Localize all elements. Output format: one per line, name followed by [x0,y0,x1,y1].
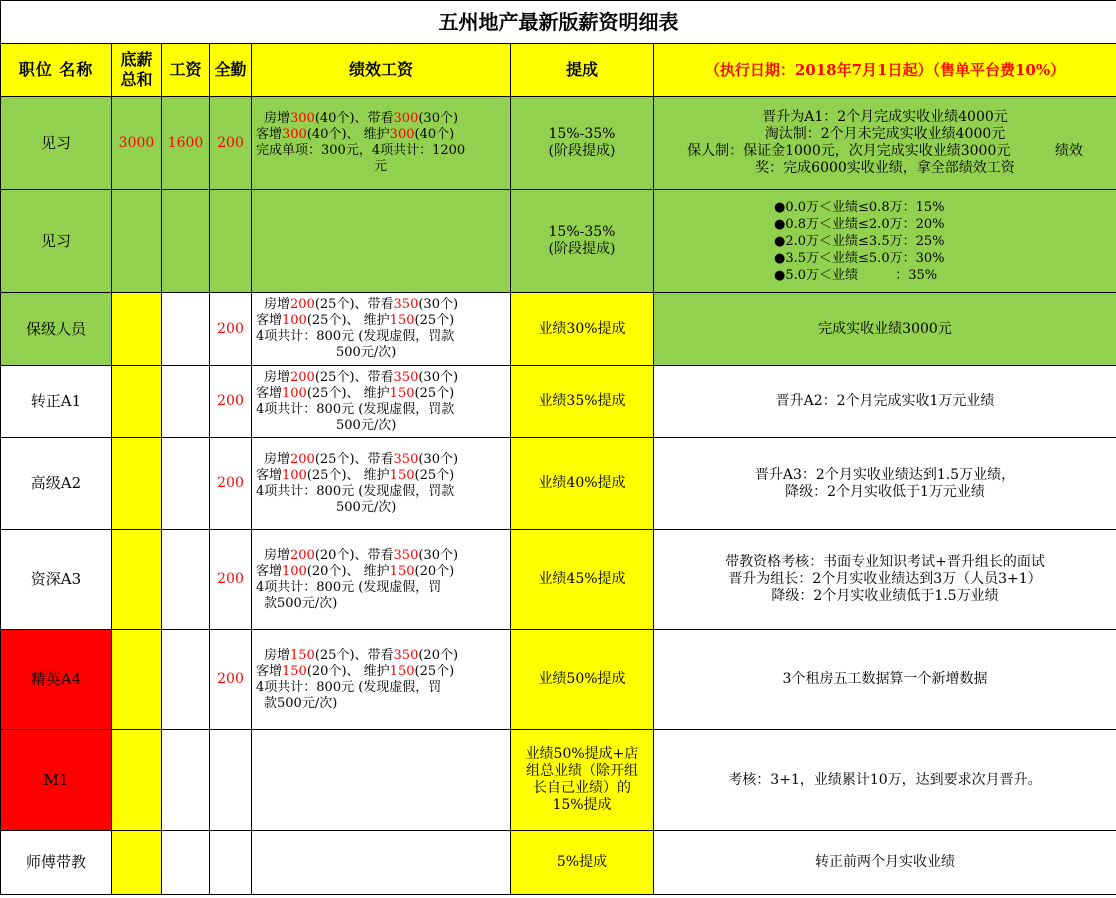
performance-cell: 房增200(25个)、带看350(30个) 客增100(25个)、 维护150(25个) 4项共计：800元 (发现虚假，罚款 500元/次) [252,438,511,530]
attendance-cell [210,730,252,831]
wage-cell [162,366,210,438]
wage-cell [162,630,210,730]
wage-cell [162,190,210,293]
commission-cell: 业绩45%提成 [511,530,654,630]
commission-cell: 15%-35% (阶段提成) [511,190,654,293]
attendance-cell: 200 [210,97,252,190]
attendance-cell: 200 [210,630,252,730]
performance-cell: 房增200(20个)、带看350(30个) 客增100(20个)、 维护150(20个) 4项共计：800元 (发现虚假，罚 款500元/次) [252,530,511,630]
commission-tier-list [654,190,1116,293]
position-cell: 师傅带教 [1,831,112,895]
table-row [1,190,1116,293]
performance-cell: 房增300(40个)、带看300(30个) 客增300(40个)、 维护300(40个) 完成单项：300元，4项共计：1200 元 [252,97,511,190]
header-performance-pay: 绩效工资 [252,44,511,97]
performance-cell: 房增200(25个)、带看350(30个) 客增100(25个)、 维护150(25个) 4项共计：800元 (发现虚假，罚款 500元/次) [252,293,511,366]
performance-cell [252,190,511,293]
table-row [1,438,1116,530]
commission-cell: 5%提成 [511,831,654,895]
performance-cell: 房增200(25个)、带看350(30个) 客增100(25个)、 维护150(25个) 4项共计：800元 (发现虚假，罚款 500元/次) [252,366,511,438]
base-total-cell [112,630,162,730]
position-cell: 见习 [1,190,112,293]
base-total-cell [112,366,162,438]
position-cell: 精英A4 [1,630,112,730]
performance-cell [252,730,511,831]
position-cell: 高级A2 [1,438,112,530]
table-row [1,630,1116,730]
performance-cell [252,831,511,895]
list-item: ●0.0万＜业绩≤0.8万：15% [774,199,945,215]
list-item: ●0.8万＜业绩≤2.0万：20% [774,216,945,232]
position-cell: 资深A3 [1,530,112,630]
wage-cell [162,293,210,366]
attendance-cell: 200 [210,293,252,366]
table-row [1,831,1116,895]
base-total-cell [112,530,162,630]
commission-cell: 业绩50%提成+店 组总业绩（除开组 长自己业绩）的 15%提成 [511,730,654,831]
list-item: ●2.0万＜业绩≤3.5万：25% [774,233,945,249]
table-row [1,530,1116,630]
position-cell: M1 [1,730,112,831]
header-attendance: 全勤 [210,44,252,97]
note-cell: 考核：3+1，业绩累计10万，达到要求次月晋升。 [654,730,1116,831]
list-item: ●5.0万＜业绩 ：35% [774,267,938,283]
table-row [1,97,1116,190]
wage-cell [162,831,210,895]
wage-cell [162,730,210,831]
header-wage: 工资 [162,44,210,97]
position-cell: 见习 [1,97,112,190]
note-cell: 晋升为A1：2个月完成实收业绩4000元 淘汰制：2个月未完成实收业绩4000元 保人制：保证金1000元，次月完成实收业绩3000元 绩效 奖：完成6000实收业绩，拿全部绩效工资 [654,97,1116,190]
attendance-cell: 200 [210,366,252,438]
wage-cell [162,530,210,630]
note-cell: 带教资格考核：书面专业知识考试+晋升组长的面试 晋升为组长：2个月实收业绩达到3万（人员3+1） 降级：2个月实收业绩低于1.5万业绩 [654,530,1116,630]
base-total-cell [112,730,162,831]
table-title: 五州地产最新版薪资明细表 [1,1,1116,44]
base-total-cell: 3000 [112,97,162,190]
header-position: 职位 名称 [1,44,112,97]
table-row [1,293,1116,366]
commission-cell: 业绩30%提成 [511,293,654,366]
commission-cell: 业绩40%提成 [511,438,654,530]
wage-cell: 1600 [162,97,210,190]
base-total-cell [112,190,162,293]
header-base-total: 底薪总和 [112,44,162,97]
wage-cell [162,438,210,530]
commission-cell: 15%-35% (阶段提成) [511,97,654,190]
commission-cell: 业绩35%提成 [511,366,654,438]
table-row [1,730,1116,831]
attendance-cell: 200 [210,438,252,530]
base-total-cell [112,438,162,530]
header-effective-note: （执行日期：2018年7月1日起）（售单平台费10%） [654,44,1116,97]
note-cell: 3个租房五工数据算一个新增数据 [654,630,1116,730]
header-row [1,44,1116,97]
note-cell: 转正前两个月实收业绩 [654,831,1116,895]
attendance-cell [210,831,252,895]
performance-cell: 房增150(25个)、带看350(20个) 客增150(20个)、 维护150(25个) 4项共计：800元 (发现虚假，罚 款500元/次) [252,630,511,730]
position-cell: 转正A1 [1,366,112,438]
note-cell: 晋升A2：2个月完成实收1万元业绩 [654,366,1116,438]
base-total-cell [112,293,162,366]
attendance-cell: 200 [210,530,252,630]
note-cell: 晋升A3：2个月实收业绩达到1.5万业绩， 降级：2个月实收低于1万元业绩 [654,438,1116,530]
base-total-cell [112,831,162,895]
commission-cell: 业绩50%提成 [511,630,654,730]
note-cell: 完成实收业绩3000元 [654,293,1116,366]
header-commission: 提成 [511,44,654,97]
position-cell: 保级人员 [1,293,112,366]
attendance-cell [210,190,252,293]
list-item: ●3.5万＜业绩≤5.0万：30% [774,250,945,266]
table-row [1,366,1116,438]
